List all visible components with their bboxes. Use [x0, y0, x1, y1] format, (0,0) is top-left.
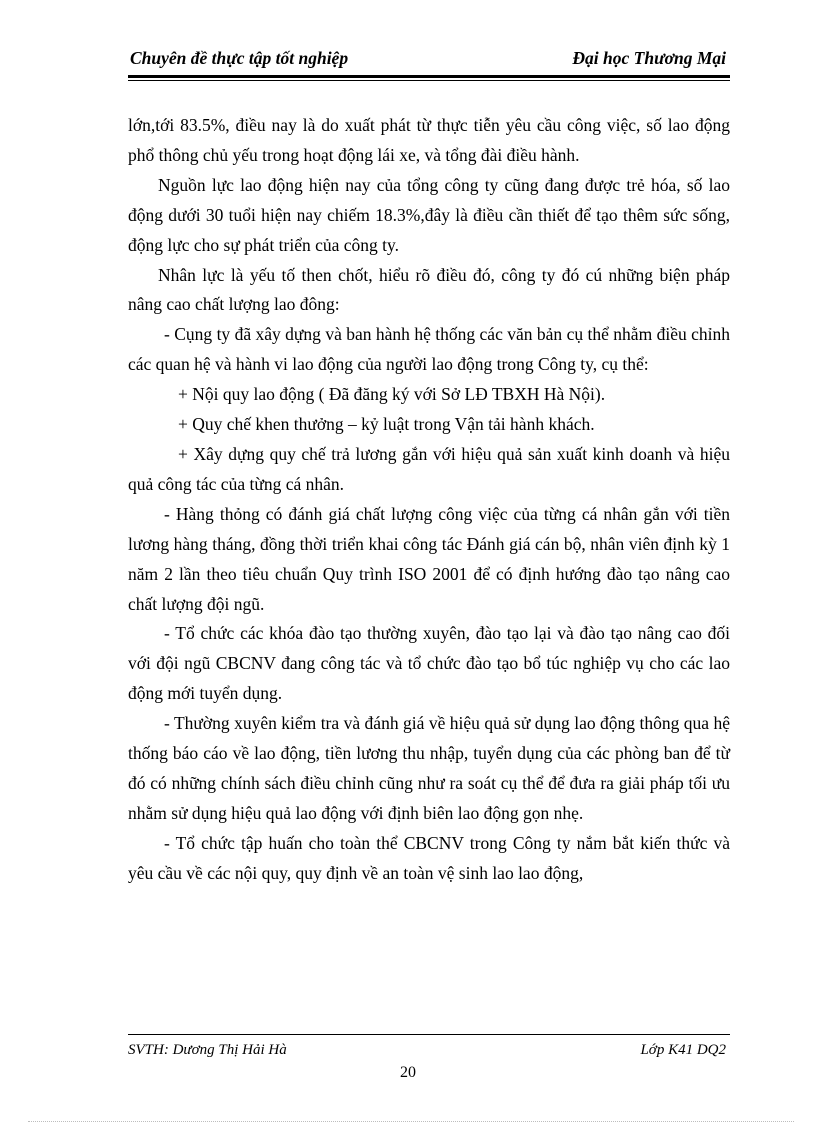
- footer-class: Lớp K41 DQ2: [640, 1042, 726, 1058]
- list-item: - Cụng ty đã xây dựng và ban hành hệ thống các văn bản cụ thể nhằm điều chỉnh các quan hệ và hành vi lao động của người lao động trong Công ty, cụ thể:: [128, 324, 730, 375]
- header-left-title: Chuyên đề thực tập tốt nghiệp: [130, 48, 349, 68]
- page-footer: [128, 1042, 730, 1064]
- footer-rule: [128, 1034, 730, 1035]
- footer-author: SVTH: Dương Thị Hải Hà: [128, 1042, 287, 1058]
- list-item: - Hàng thỏng có đánh giá chất lượng công việc của từng cá nhân gắn với tiền lương hàng tháng, đồng thời triển khai công tác Đánh giá cán bộ, nhân viên định kỳ 1 năm 2 lần theo tiêu chuẩn Quy trình ISO 2001 để có định hướng đào tạo nâng cao chất lượng đội ngũ.: [128, 503, 730, 614]
- paragraph: lớn,tới 83.5%, điều nay là do xuất phát từ thực tiễn yêu cầu công việc, số lao động phổ thông chủ yếu trong hoạt động lái xe, và tổng đài điều hành.: [128, 115, 730, 165]
- page-break-line: [28, 1121, 794, 1122]
- list-item: + Nội quy lao động ( Đã đăng ký với Sở LĐ TBXH Hà Nội).: [178, 384, 606, 405]
- header-right-title: Đại học Thương Mại: [572, 48, 726, 68]
- page-header: [128, 48, 730, 74]
- list-item: - Thường xuyên kiểm tra và đánh giá về hiệu quả sử dụng lao động thông qua hệ thống báo cáo về lao động, tiền lương thu nhập, tuyển dụng của các phòng ban để từ đó có những chính sách điều chỉnh cũng như ra soát cụ thể để đưa ra giải pháp tối ưu nhằm sử dụng hiệu quả lao động với định biên lao động gọn nhẹ.: [128, 713, 730, 823]
- page-number: 20: [400, 1064, 416, 1081]
- list-item: + Xây dựng quy chế trả lương gắn với hiệu quả sản xuất kinh doanh và hiệu quả công tác của từng cá nhân.: [128, 443, 730, 494]
- list-item: + Quy chế khen thưởng – kỷ luật trong Vận tải hành khách.: [178, 414, 595, 435]
- body-text: [128, 111, 730, 889]
- list-item: - Tổ chức các khóa đào tạo thường xuyên, đào tạo lại và đào tạo nâng cao đối với đội ngũ CBCNV đang công tác và tổ chức đào tạo bổ túc nghiệp vụ cho các lao động mới tuyển dụng.: [128, 623, 730, 704]
- header-rule: [128, 75, 730, 81]
- paragraph: Nhân lực là yếu tố then chốt, hiểu rõ điều đó, công ty đó cú những biện pháp nâng cao chất lượng lao đông:: [128, 264, 730, 315]
- paragraph: Nguồn lực lao động hiện nay của tổng công ty cũng đang được trẻ hóa, số lao động dưới 30 tuổi hiện nay chiếm 18.3%,đây là điều cần thiết để tạo thêm sức sống, động lực cho sự phát triển của công ty.: [128, 174, 730, 255]
- list-item: - Tổ chức tập huấn cho toàn thể CBCNV trong Công ty nắm bắt kiến thức và yêu cầu về các nội quy, quy định về an toàn vệ sinh lao lao động,: [128, 832, 730, 883]
